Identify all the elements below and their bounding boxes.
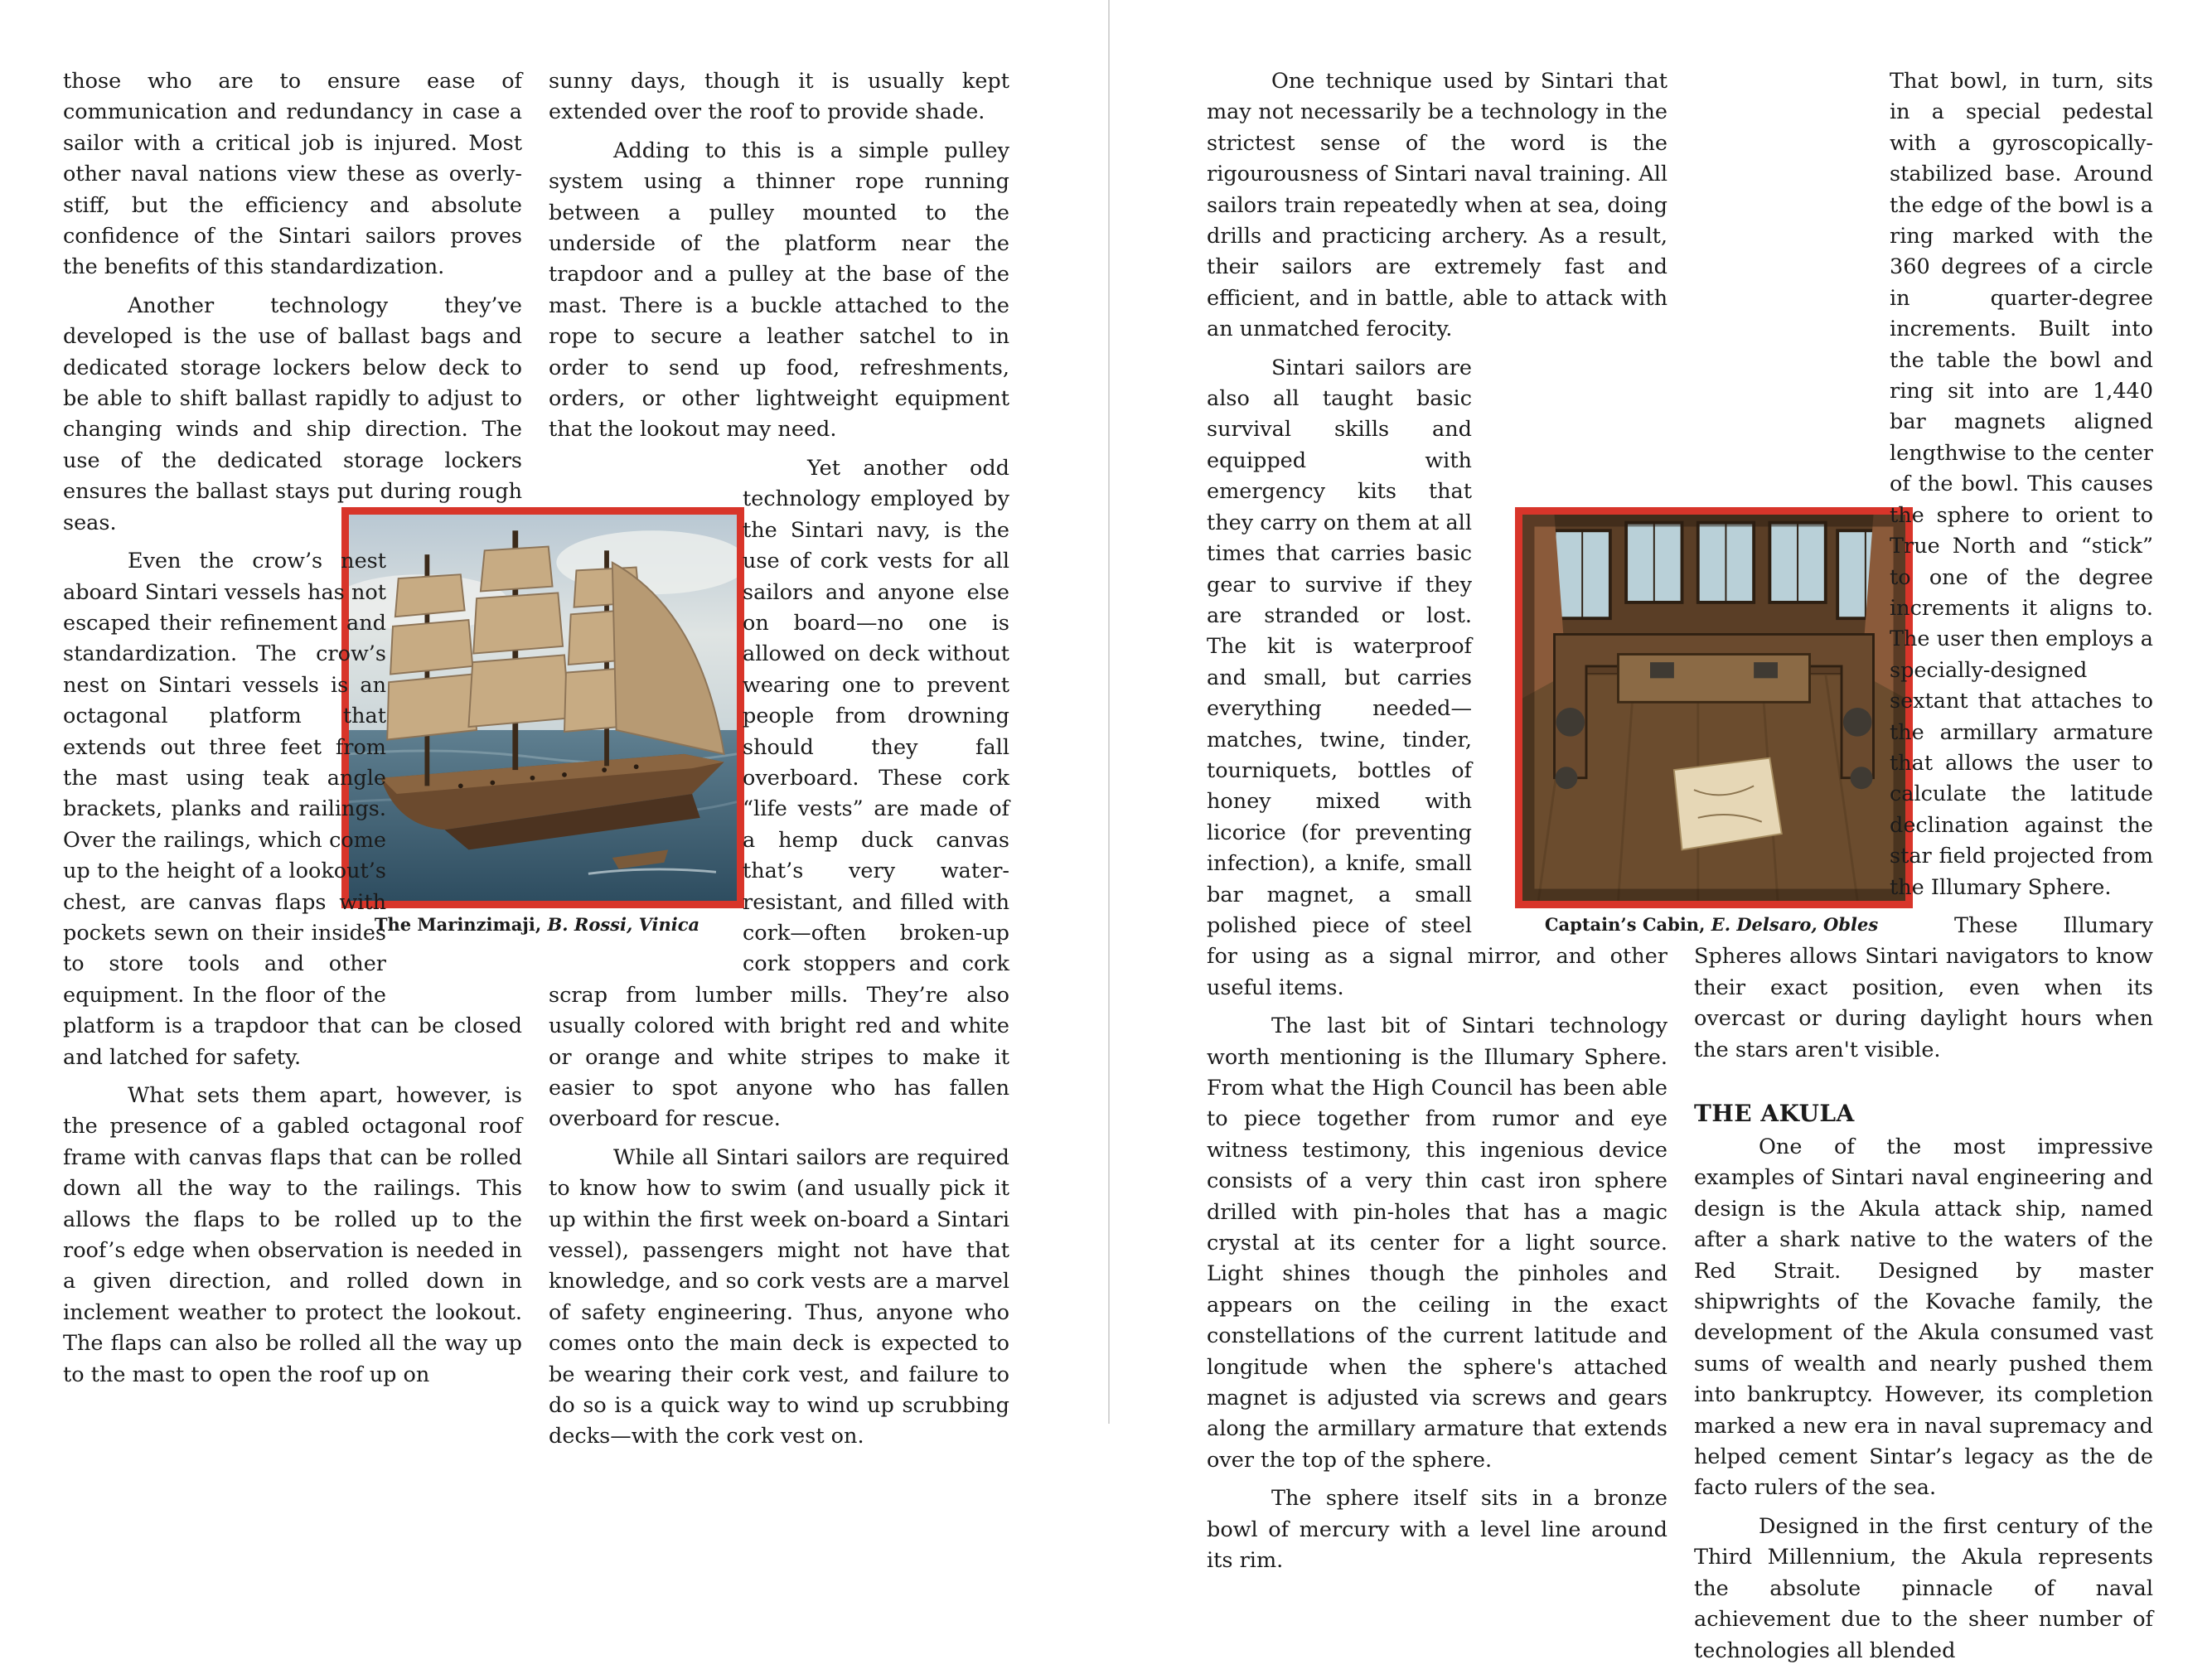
paragraph: What sets them apart, however, is the presence of a gabled octagonal roof frame with canvas flaps that can be rolled down all the way to the railings. This allows the flaps to be rolled up to the roof’s edge when observation is needed in a given direction, and rolled down in inclement weather to protect the lookout. The flaps can also be rolled all the way up to the mast to open the roof up on <box>63 1083 522 1387</box>
paragraph: Adding to this is a simple pulley system using a thinner rope running between a pulley mounted to the underside of the platform near the trapdoor and a pulley at the base of the mast. There is a buckle attached to the rope to secure a leather satchel to in order to send up food, refreshments, orders, or other lightweight equipment that the lookout may need. <box>549 138 1009 443</box>
paragraph: That bowl, in turn, sits in a special pedestal with a gyroscopically-stabilized base. Around the edge of the bowl is a ring marked with the 360 degrees of a circle in quarter-degree increments. Built into the table the bowl and ring sit into are 1,440 bar magnets aligned lengthwise to the center of the bowl. This causes the sphere to orient to True North and “stick” to one of the degree increments it aligns to. The user then employs a specially-designed sextant that attaches to the armillary armature that allows the user to calculate the latitude declination against the star field projected from the Illumary Sphere. <box>1890 69 2153 900</box>
paragraph: Designed in the first century of the Third Millennium, the Akula represents the absolute pinnacle of naval achievement due to the sheer number of technologies all blended <box>1694 1513 2153 1663</box>
paragraph: One technique used by Sintari that may not necessarily be a technology in the strictest sense of the word is the rigourousness of Sintari naval training. All sailors train repeatedly when at sea, doing drills and practicing archery. As a result, their sailors are extremely fast and efficient, and in battle, able to attack with an unmatched ferocity. <box>1207 69 1667 342</box>
paragraph: These Illumary Spheres allows Sintari navigators to know their exact position, even when its overcast or during daylight hours when the stars aren't visible. <box>1694 912 2153 1062</box>
section-heading: THE AKULA <box>1694 1100 1855 1127</box>
caption-title: Captain’s Cabin, <box>1544 914 1706 935</box>
right-column-2 <box>1694 66 2153 1674</box>
caption-credit: B. Rossi, Vinica <box>547 914 700 935</box>
paragraph: While all Sintari sailors are required to know how to swim (and usually pick it up within the first week on-board a Sintari vessel), passengers might not have that knowledge, and so cork vests are a marvel of safety engineering. Thus, anyone who comes onto the main deck is expected to be wearing their cork vest, and failure to do so is a quick way to wind up scrubbing decks—with the cork vest on. <box>549 1144 1009 1449</box>
figure-wrap-spacer <box>1694 485 1890 936</box>
paragraph: The last bit of Sintari technology worth mentioning is the Illumary Sphere. From what the High Council has been able to piece together from rumor and eye witness testimony, this ingenious device consists of a very thin cast iron sphere drilled with pin-holes that has a magic crystal at its center for a light source. Light shines though the pinholes and appears on the ceiling in the exact constellations of the current latitude and longitude when the sphere's attached magnet is adjusted via screws and gears along the armillary armature that extends over the top of the sphere. <box>1207 1014 1667 1473</box>
paragraph: those who are to ensure ease of communication and redundancy in case a sailor with a critical job is injured. Most other naval nations view these as overly-stiff, but the efficiency and absolute confidence of the Sintari sailors proves the benefits of this standardization. <box>63 69 522 280</box>
left-column-1 <box>63 66 522 1398</box>
paragraph: Sintari sailors are also all taught basic survival skills and equipped with emergency kits that they carry on them at all times that carries basic gear to survive if they are stranded or lost. The kit is waterproof and small, but carries everything needed—matches, twine, tinder, tourniquets, bottles of honey mixed with licorice (for preventing infection), a knife, small bar magnet, a small polished piece of steel for using as a signal mirror, and other useful items. <box>1207 355 1667 1000</box>
left-column-2 <box>549 66 1009 1460</box>
right-page <box>1111 0 2212 1663</box>
figure-wrap-spacer <box>386 546 522 998</box>
book-spine <box>1108 0 1110 1424</box>
figure-wrap-spacer <box>1472 452 1667 917</box>
paragraph: sunny days, though it is usually kept extended over the roof to provide shade. <box>549 69 1009 125</box>
paragraph: Even the crow’s nest aboard Sintari vessels has not escaped their refinement and standardization. The crow’s nest on Sintari vessels is an octagonal platform that extends out three feet from the mast using teak angle brackets, planks and railings. Over the railings, which come up to the height of a lookout’s chest, are canvas flaps with pockets sewn on their insides to store tools and other equipment. In the floor of the platform is a trapdoor that can be closed and latched for safety. <box>63 549 522 1070</box>
left-page <box>0 0 1109 1449</box>
figure-wrap-spacer <box>549 500 743 964</box>
right-column-1 <box>1207 66 1667 1584</box>
paragraph: The sphere itself sits in a bronze bowl of mercury with a level line around its rim. <box>1207 1486 1667 1574</box>
caption-title: The Marinzimaji, <box>374 914 542 935</box>
paragraph: One of the most impressive examples of Sintari naval engineering and design is the Akula attack ship, named after a shark native to the waters of the Red Strait. Designed by master shipwrights of the Kovache family, the development of the Akula consumed vast sums of wealth and nearly pushed them into bankruptcy. However, its completion marked a new era in naval supremacy and helped cement Sintar’s legacy as the de facto rulers of the sea. <box>1694 1135 2153 1501</box>
paragraph: Yet another odd technology employed by the Sintari navy, is the use of cork vests for all sailors and anyone else on board—no one is allowed on deck without wearing one to prevent people from drowning should they fall overboard. These cork “life vests” are made of a hemp duck canvas that’s very water-resistant, and filled with cork—often broken-up cork stoppers and cork scrap from lumber mills. They’re also usually colored with bright red and white or orange and white stripes to make it easier to spot anyone who has fallen overboard for rescue. <box>549 455 1009 1132</box>
caption-credit: E. Delsaro, Obles <box>1711 914 1879 935</box>
paragraph: Another technology they’ve developed is the use of ballast bags and dedicated storage lockers below deck to be able to shift ballast rapidly to adjust to changing winds and ship direction. The use of the dedicated storage lockers ensures the ballast stays put during rough seas. <box>63 293 522 535</box>
